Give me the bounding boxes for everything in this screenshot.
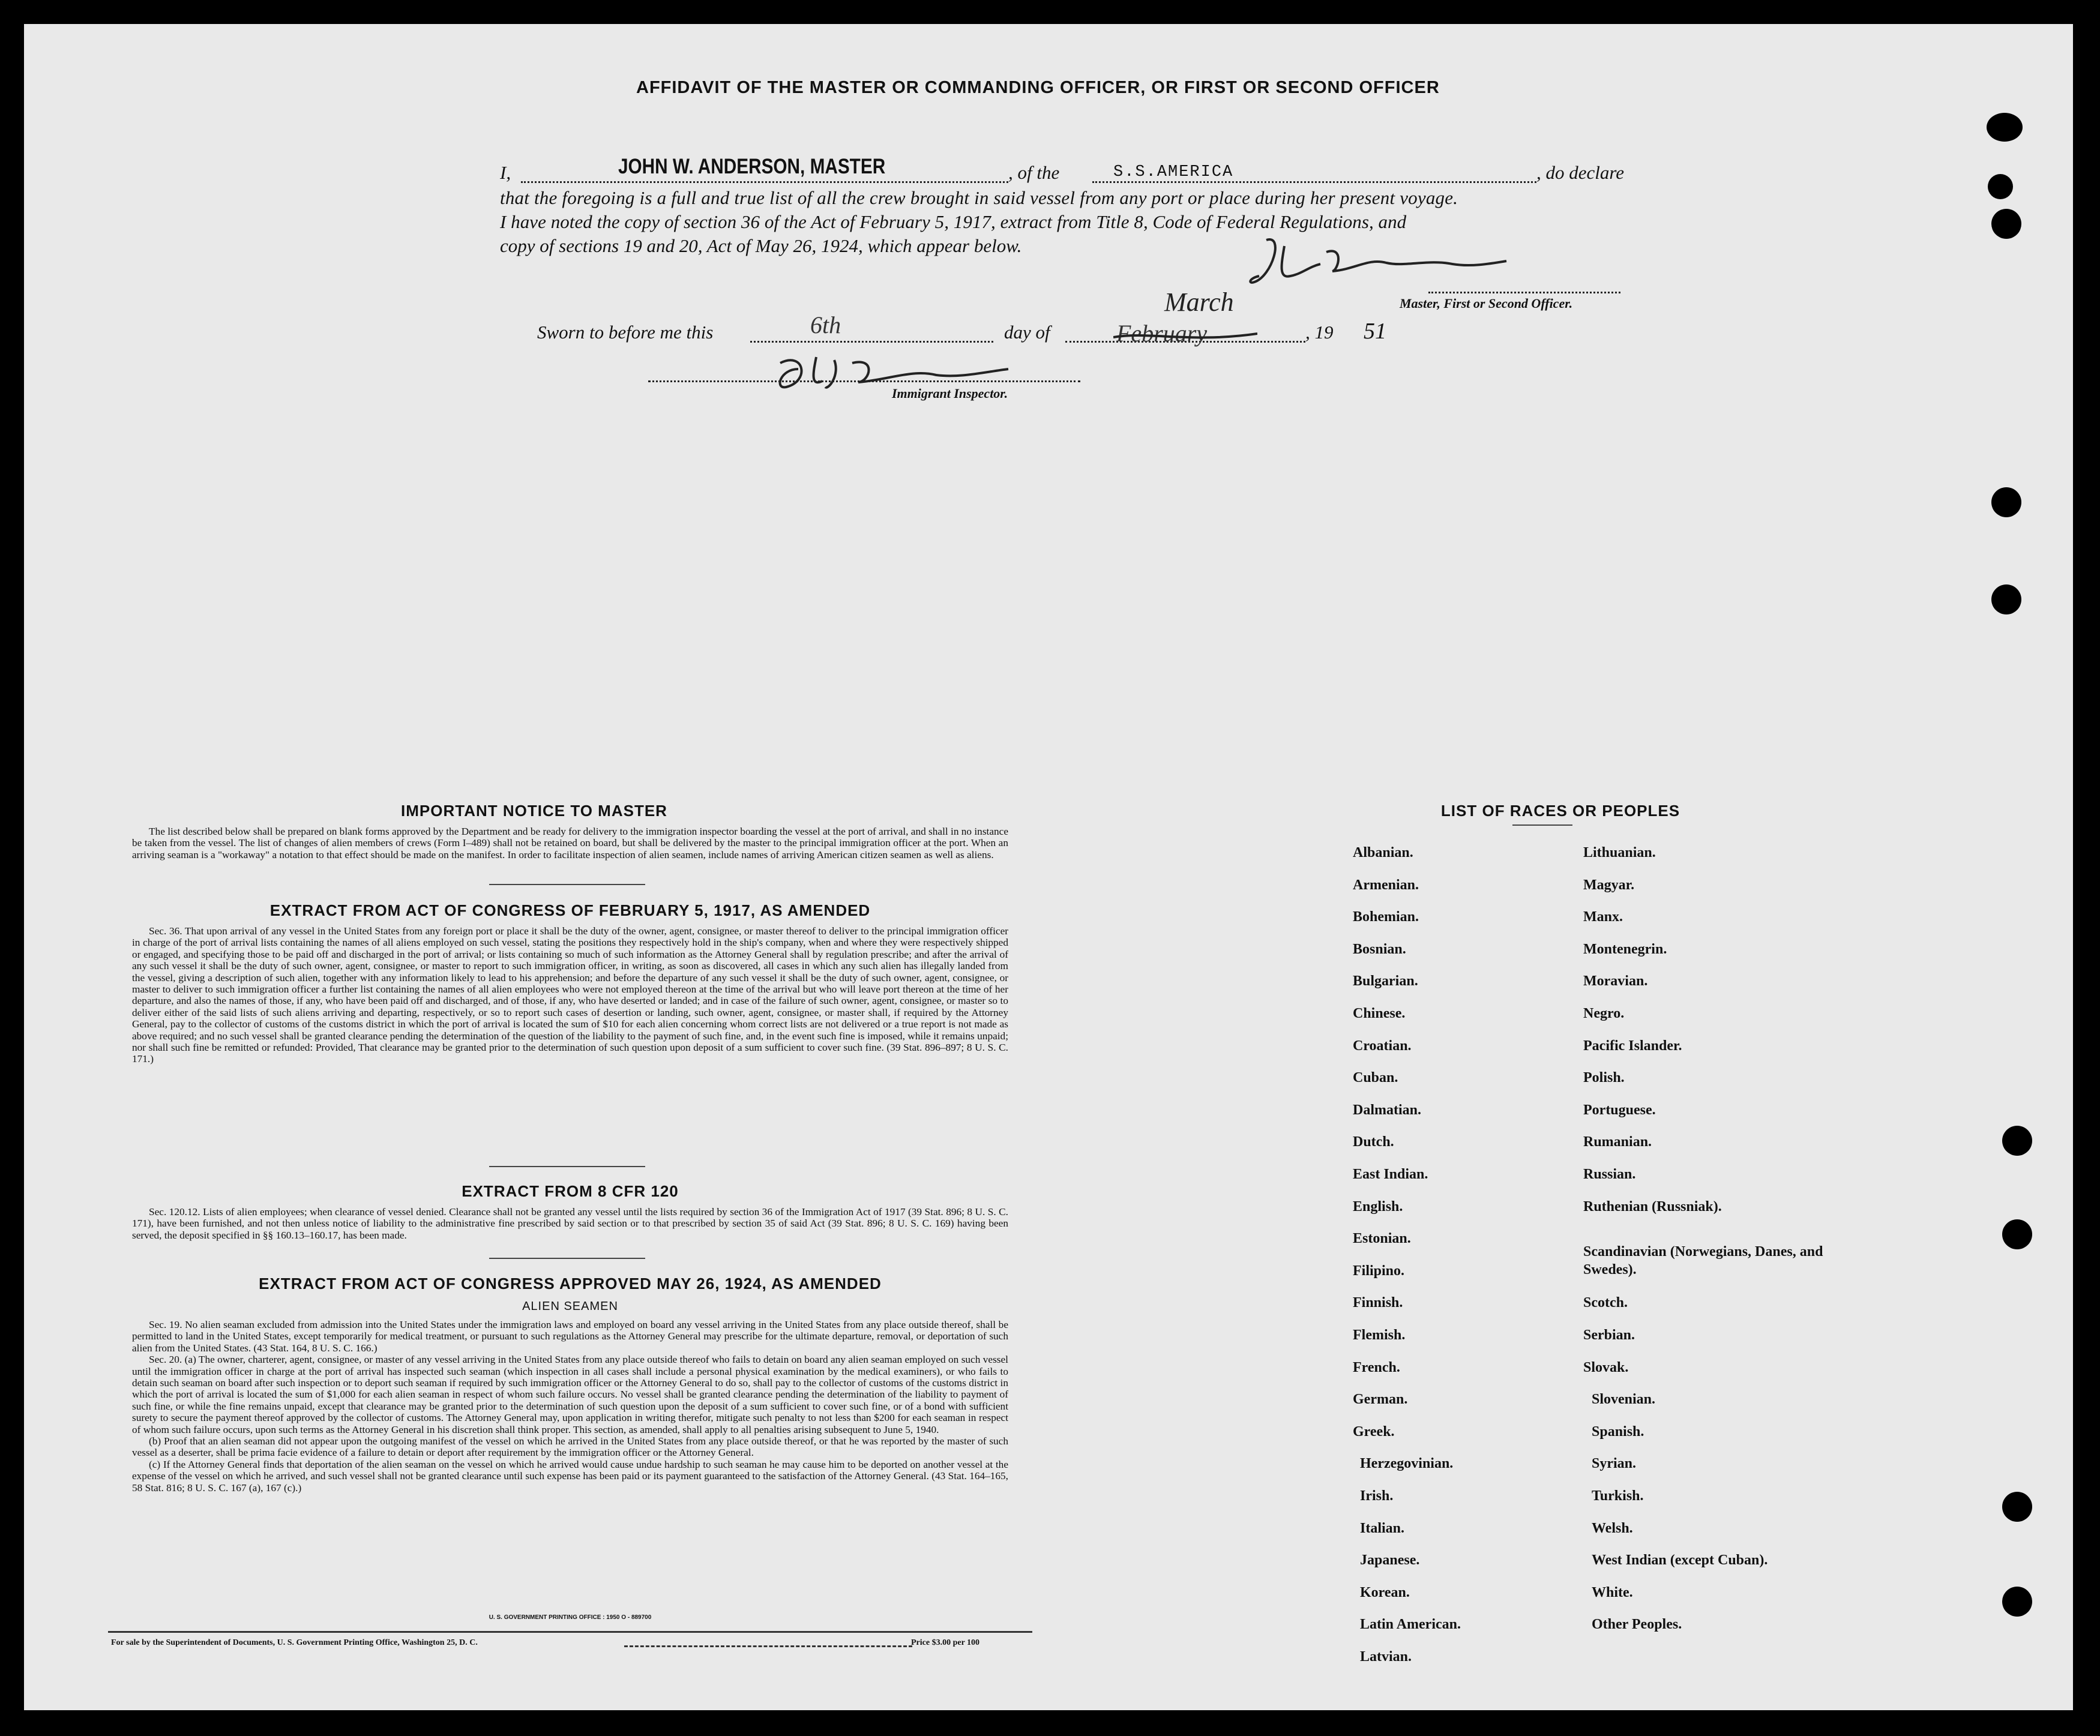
race-item: Latvian. [1360,1649,1412,1665]
race-item: Korean. [1360,1584,1410,1600]
race-item: Moravian. [1583,973,1648,990]
price-line: Price $3.00 per 100 [911,1638,980,1647]
notice-text: The list described below shall be prepared on blank forms approved by the Department and be ready for delivery to the immigration inspector boarding the vessel at the port of arrival, and shall in no instance be taken from the vessel. The list of changes of alien members of crews (Form I–489) shall not be retained on board, but shall be delivered by the master to the principal immigration officer at the port. When an arriving seaman is a "workaway" a notation to that effect should be made on the manifest. In order to facilitate inspection of alien seamen, include names of arriving American citizen seamen as well as aliens. [132,826,1008,860]
race-item: Croatian. [1353,1038,1412,1054]
extract-cfr-heading: EXTRACT FROM 8 CFR 120 [462,1182,679,1200]
race-item: Bulgarian. [1353,973,1418,990]
race-item: Slovak. [1583,1359,1629,1375]
race-item: Armenian. [1353,877,1419,893]
affidavit-i: I, [500,162,511,183]
extract-1924-heading: EXTRACT FROM ACT OF CONGRESS APPROVED MAY 26, 1924, AS AMENDED [259,1275,882,1293]
vessel-name: S.S.AMERICA [1113,163,1234,181]
race-item: Spanish. [1592,1423,1644,1440]
notice-heading: IMPORTANT NOTICE TO MASTER [401,802,667,820]
master-name: JOHN W. ANDERSON, MASTER [618,155,886,178]
race-item: Russian. [1583,1167,1636,1182]
race-item: White. [1592,1584,1633,1600]
affidavit-line4: copy of sections 19 and 20, Act of May 26, 1924, which appear below. [500,235,1022,256]
sworn-year: 51 [1364,319,1386,344]
extract-1917-heading: EXTRACT FROM ACT OF CONGRESS OF FEBRUARY 5, 1917, AS AMENDED [269,901,871,919]
race-item: Ruthenian (Russniak). [1583,1198,1722,1215]
race-item: Bohemian. [1353,909,1419,925]
extract-1924-text: Sec. 19. No alien seaman excluded from admission into the United States under the immigration laws and employed on board any vessel arriving in the United States from any place outside thereof, shall be permitted to land in the United States, except temporarily for medical treatment, or pursuant to such regulations as the Attorney General may prescribe for the ultimate departure, removal, or deportation of such alien from the United States. (43 Stat. 164, 8 U. S. C. 166.) Sec. 20. (a) The owner, charterer, agent, consignee, or master of any vessel arriving in the United States from any place outside thereof who fails to detain on board any alien seaman employed on such vessel until the immigration officer in charge at the port of arrival has inspected such seaman (which inspection in all cases shall include a personal physical examination by the medical examiners), or who fails to detain such seaman on board after such inspection or to deport such seaman if required by such immigration officer or the Attorney General to do so, shall pay to the collector of customs of the customs district in which the port of arrival is located the sum of $1,000 for each alien seaman in respect of whom such failure occurs. No vessel shall be granted clearance pending the determination of the liability to payment of such fine, or while the fine remains unpaid, except that clearance may be granted prior to the determination of such question upon the deposit of a sum sufficient to cover such fine, or of a bond with sufficient surety to secure the payment thereof approved by the collector of customs. The Attorney General may, upon application in writing therefor, mitigate such penalty to not less than $200 for each seaman in respect of whom such failure occurs, upon such terms as the Attorney General in his discretion shall think proper. This section, as amended, shall apply to all penalties arising subsequent to June 5, 1940. (b) Proof that an alien seaman did not appear upon the outgoing manifest of the vessel on which he arrived in the United States from any place outside thereof, or that he was reported by the master of such vessel as a deserter, shall be prima facie evidence of a failure to detain or deport after requirement by the immigration officer or the Attorney General. (c) If the Attorney General finds that deportation of the alien seaman on the vessel on which he arrived would cause undue hardship to such seaman he may cause him to be deported on another vessel at the expense of the vessel on which he arrived, and such vessel shall not be granted clearance until such expense has been paid or its payment guaranteed to the satisfaction of the Attorney General. (43 Stat. 164–165, 58 Stat. 816; 8 U. S. C. 167 (a), 167 (c).) [132,1319,1008,1494]
of-the-text: , of the [1008,162,1060,183]
race-item: Italian. [1360,1520,1405,1536]
inspector-caption: Immigrant Inspector. [892,386,1008,401]
month-strike [1113,319,1257,349]
sworn-day: 6th [810,311,841,338]
document-page [24,24,2073,1710]
race-item: Turkish. [1592,1488,1644,1504]
race-item: Slovenian. [1592,1392,1656,1408]
punch-hole [1991,584,2021,614]
race-item: Other Peoples. [1592,1617,1682,1633]
race-item: Irish. [1360,1488,1394,1504]
race-item: Dutch. [1353,1134,1394,1150]
race-item: Latin American. [1360,1617,1461,1633]
race-item: Albanian. [1353,845,1413,860]
race-item: Scandinavian (Norwegians, Danes, and Swedes). [1583,1244,1823,1278]
race-item: Serbian. [1583,1327,1635,1343]
year-prefix: , 19 [1305,322,1334,343]
extract-cfr-text: Sec. 120.12. Lists of alien employees; when clearance of vessel denied. Clearance shall not be granted any vessel until the lists required by section 36 of the Immigration Act of 1917 (39 Stat. 896; 8 U. S. C. 171), have been furnished, and not then unless notice of liability to the administrative fine prescribed by said section or to that prescribed by section 35 of said Act (39 Stat. 896; 8 U. S. C. 169) having been served, the deposit specified in §§ 160.13–160.17, has been made. [132,1206,1008,1241]
punch-hole [1988,174,2013,199]
race-item: Negro. [1583,1006,1625,1021]
punch-hole [1991,209,2021,239]
sworn-month: March [1164,287,1234,317]
punch-hole [1991,487,2021,517]
alien-seamen-subheading: ALIEN SEAMEN [522,1300,618,1313]
race-item: Portuguese. [1583,1102,1656,1118]
race-item: Magyar. [1583,877,1635,893]
races-heading: LIST OF RACES OR PEOPLES [1440,802,1680,820]
race-item: Chinese. [1353,1006,1406,1021]
day-of-text: day of [1004,322,1050,343]
race-item: Scotch. [1583,1295,1628,1311]
for-sale-line: For sale by the Superintendent of Documents, U. S. Government Printing Office, Washington 25, D. C. [111,1638,478,1647]
race-item: Dalmatian. [1353,1102,1421,1118]
punch-hole [2002,1219,2032,1249]
race-item: Filipino. [1353,1263,1405,1279]
punch-hole [2002,1492,2032,1522]
race-item: Finnish. [1353,1295,1403,1311]
race-item: Bosnian. [1353,941,1406,957]
printing-office-line: U. S. GOVERNMENT PRINTING OFFICE : 1950 O - 889700 [489,1614,652,1621]
master-signature [1248,234,1512,300]
punch-hole [2002,1126,2032,1156]
race-item: English. [1353,1198,1403,1215]
affidavit-line2: that the foregoing is a full and true list of all the crew brought in said vessel from any port or place during her present voyage. [500,187,1458,208]
race-item: Manx. [1583,909,1623,925]
punch-hole [2002,1587,2032,1617]
race-item: Welsh. [1592,1520,1633,1536]
officer-caption: Master, First or Second Officer. [1400,296,1573,311]
race-item: Cuban. [1353,1070,1398,1086]
race-item: Pacific Islander. [1583,1038,1682,1054]
race-item: Flemish. [1353,1327,1406,1343]
extract-1917-text: Sec. 36. That upon arrival of any vessel in the United States from any foreign port or place it shall be the duty of the owner, agent, consignee, or master thereof to deliver to the principal immigration officer in charge of the port of arrival lists containing the names of all aliens employed on such vessel, stating the positions they respectively hold in the ship's company, when and where they were respectively shipped or engaged, and specifying those to be paid off and discharged in the port of arrival; or lists containing so much of such information as the Attorney General shall by regulation prescribe; and after the arrival of any such vessel it shall be the duty of such owner, agent, consignee, or master to report to such immigration officer, in writing, as soon as discovered, all cases in which any such alien has illegally landed from the vessel, giving a description of such alien, together with any information likely to lead to his apprehension; and before the departure of any such vessel it shall be the duty of such owner, agent, consignee, or master to deliver to such immigration officer a further list containing the names of all alien employees who were not employed thereon at the time of the arrival but who will leave port thereon at the time of her departure, and also the names of those, if any, who have been paid off and discharged, and of those, if any, who have deserted or landed; and in case of the failure of such owner, agent, consignee, or master so to deliver either of the said lists of such aliens arriving and departing, respectively, or so to report such cases of desertion or landing, such owner, agent, consignee, or master shall, if required by the Attorney General, pay to the collector of customs of the customs district in which the port of arrival is located the sum of $10 for each alien concerning whom correct lists are not delivered or a true report is not made as above required; and no such vessel shall be granted clearance pending the determination of the question of the liability to the payment of such fine, and, in the event such fine is imposed, while it remains unpaid; nor shall such fine be remitted or refunded: Provided, That clearance may be granted prior to the determination of such question upon deposit of a sum sufficient to cover such fine. (39 Stat. 896–897; 8 U. S. C. 171.) [132,925,1008,1065]
race-item: Polish. [1583,1070,1625,1086]
race-item: West Indian (except Cuban). [1592,1552,1768,1569]
race-item: Syrian. [1592,1456,1637,1472]
race-item: Greek. [1353,1423,1395,1440]
race-item: Rumanian. [1583,1134,1652,1150]
race-item: Estonian. [1353,1231,1411,1247]
race-item: East Indian. [1353,1167,1428,1182]
punch-hole [1987,113,2023,142]
affidavit-title: AFFIDAVIT OF THE MASTER OR COMMANDING OFFICER, OR FIRST OR SECOND OFFICER [636,78,1440,97]
affidavit-line3: I have noted the copy of section 36 of the Act of February 5, 1917, extract from Title 8, Code of Federal Regulations, and [500,211,1407,232]
do-declare-text: , do declare [1536,162,1625,183]
race-item: French. [1353,1359,1400,1375]
race-item: German. [1353,1392,1408,1408]
race-item: Lithuanian. [1583,845,1656,860]
race-item: Japanese. [1360,1552,1420,1569]
sworn-month-struck: February [1116,320,1208,347]
race-item: Montenegrin. [1583,941,1667,957]
sworn-prefix: Sworn to before me this [537,322,714,343]
race-item: Herzegovinian. [1360,1456,1454,1472]
